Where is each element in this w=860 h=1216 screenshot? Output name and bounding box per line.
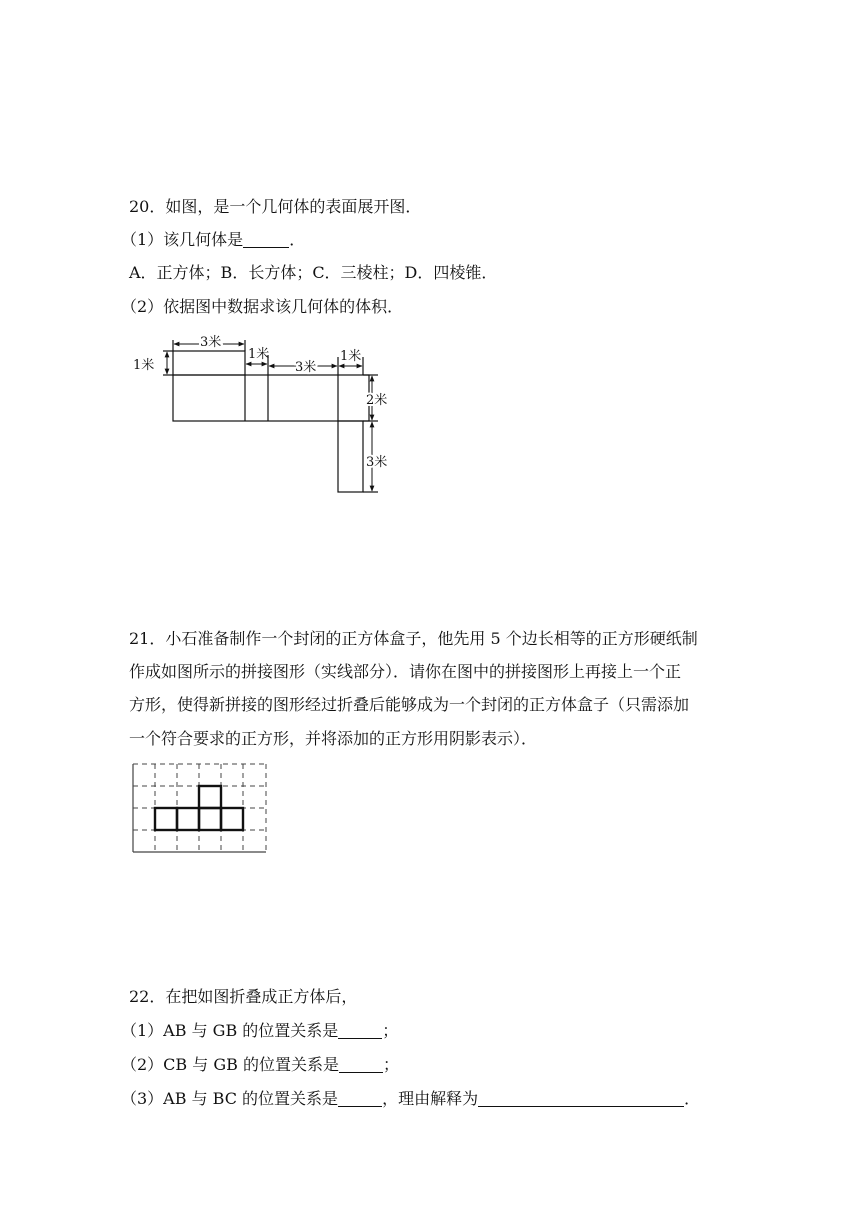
net-bottom-face (338, 421, 363, 492)
q22-part3-reason-blank[interactable] (478, 1090, 684, 1107)
label-right-h3: 3米 (366, 455, 388, 470)
q22-part3-blank[interactable] (338, 1090, 382, 1107)
q22-part2-end: ； (382, 1055, 399, 1074)
label-mid-width: 3米 (295, 360, 317, 375)
q22-part1-text: （1）AB 与 GB 的位置关系是 (121, 1021, 339, 1040)
q21-line3: 方形，使得新拼接的图形经过折叠后能够成为一个封闭的正方体盒子（只需添加 (129, 695, 690, 714)
q20-part1-text: （1）该几何体是 (121, 230, 244, 249)
q20-title: 20．如图，是一个几何体的表面展开图． (129, 197, 422, 216)
net-top-face (173, 351, 245, 375)
net-main-rect (173, 375, 369, 421)
q21-line4: 一个符合要求的正方形，并将添加的正方形用阴影表示）． (129, 729, 538, 748)
net-square-1 (155, 808, 177, 830)
label-top-width: 3米 (200, 335, 222, 350)
q22-part2 (121, 1054, 399, 1076)
q22-part1-end: ； (382, 1021, 399, 1040)
q21-line2: 作成如图所示的拼接图形（实线部分）．请你在图中的拼接图形上再接上一个正 (129, 662, 682, 681)
q22-part1 (121, 1020, 398, 1042)
q20-part1-blank[interactable] (243, 231, 289, 248)
net-square-5 (199, 786, 221, 808)
q22-part2-blank[interactable] (339, 1056, 383, 1073)
q21-line1: 21．小石准备制作一个封闭的正方体盒子，他先用 5 个边长相等的正方形硬纸制 (129, 629, 698, 648)
q22-part1-blank[interactable] (338, 1022, 382, 1039)
q20-part1 (121, 229, 305, 251)
net-square-2 (177, 808, 199, 830)
q20-options: A．正方体；B．长方体；C．三棱柱；D．四棱锥． (129, 263, 498, 282)
net-square-4 (221, 808, 243, 830)
net-square-3 (199, 808, 221, 830)
q22-part3 (121, 1088, 700, 1110)
q22-part3-end: ． (684, 1089, 701, 1108)
q22-part2-text: （2）CB 与 GB 的位置关系是 (121, 1055, 339, 1074)
q20-part1-end: ． (289, 230, 306, 249)
label-narrow-width: 1米 (248, 347, 270, 362)
label-left-height: 1米 (133, 358, 155, 373)
q22-part3-text: （3）AB 与 BC 的位置关系是 (121, 1089, 339, 1108)
q22-part3-mid: ，理由解释为 (382, 1089, 479, 1108)
q20-part2: （2）依据图中数据求该几何体的体积． (121, 297, 404, 316)
label-right-h2: 2米 (366, 393, 388, 408)
q22-title: 22．在把如图折叠成正方体后， (129, 987, 358, 1006)
label-right-narrow: 1米 (340, 349, 362, 364)
